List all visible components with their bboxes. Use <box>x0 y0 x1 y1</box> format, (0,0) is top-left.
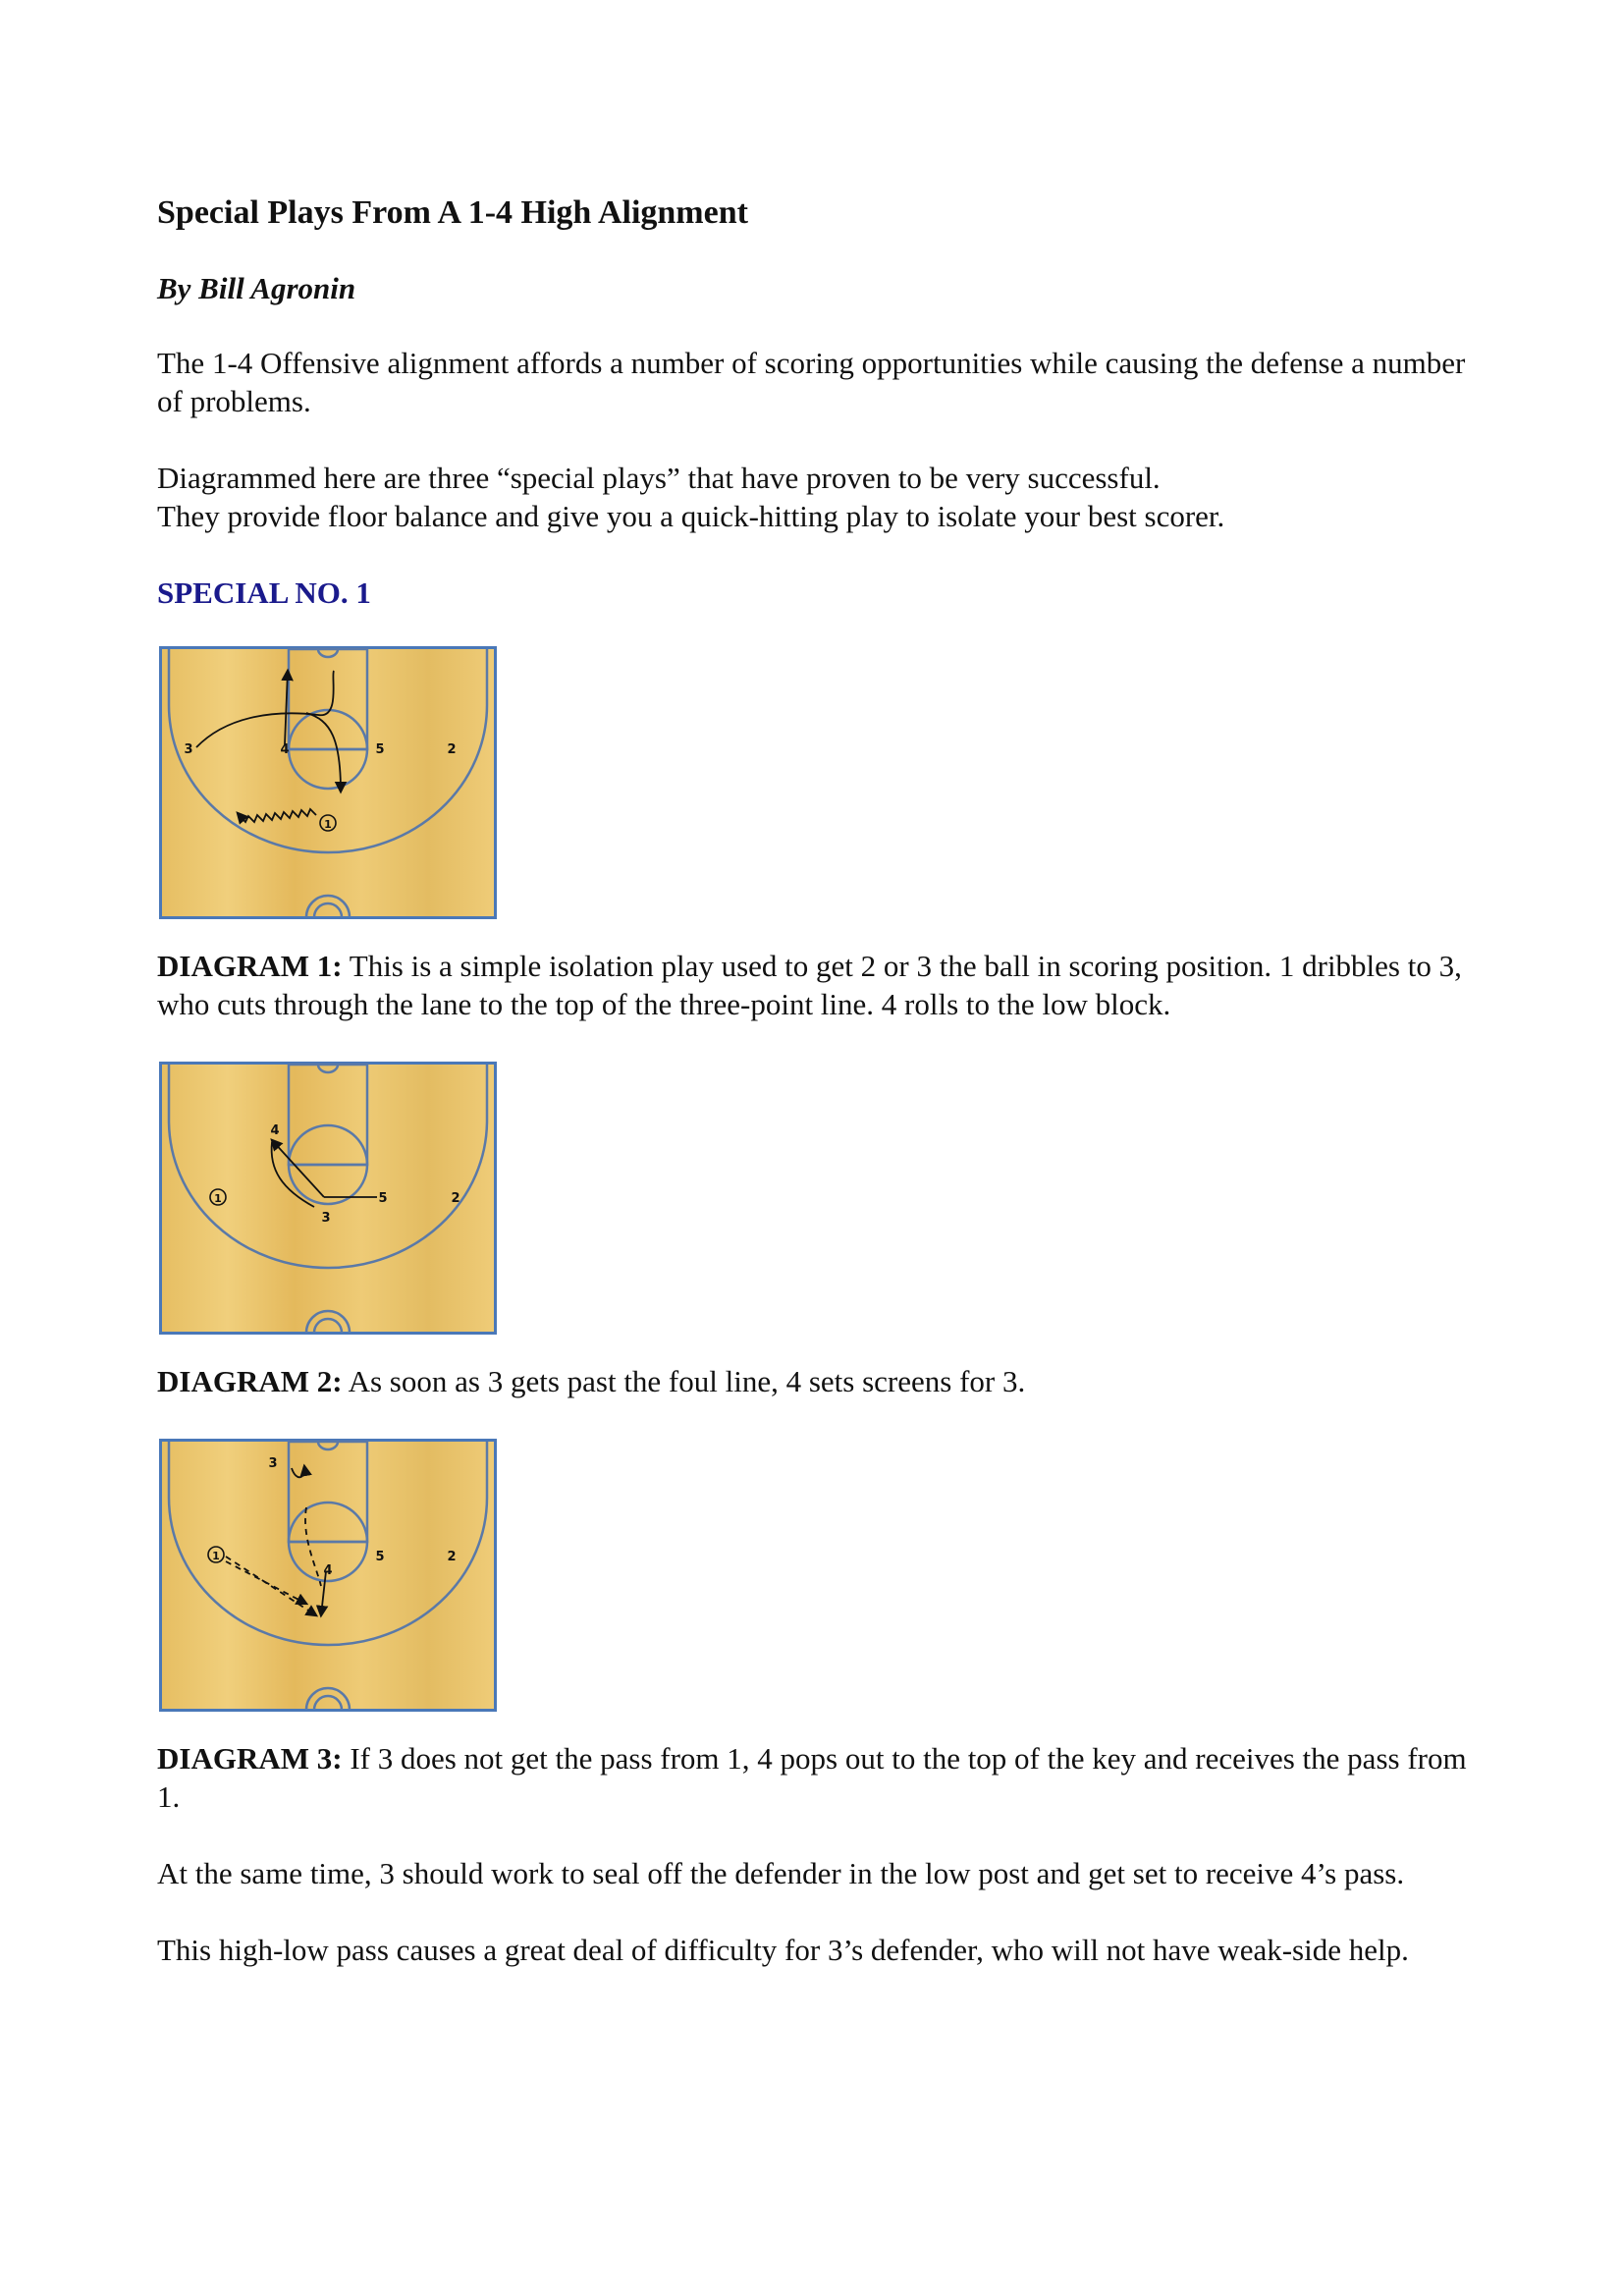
diagram-3-caption <box>157 1739 1473 1816</box>
player-5-label: 5 <box>378 1191 388 1206</box>
player-2-label: 2 <box>447 742 457 757</box>
player-4-label: 4 <box>270 1123 280 1138</box>
diagram-2-label: DIAGRAM 2: <box>157 1364 343 1398</box>
diagram-2-text: As soon as 3 gets past the foul line, 4 sets screens for 3. <box>342 1364 1026 1398</box>
court-diagram-1 <box>159 646 497 919</box>
player-3-label: 3 <box>184 742 193 757</box>
diagram-1-caption <box>157 947 1473 1023</box>
diagram-2-caption <box>157 1362 1473 1400</box>
diagram-3-label: DIAGRAM 3: <box>157 1741 343 1776</box>
diagram-3-text: If 3 does not get the pass from 1, 4 pops out to the top of the key and receives the pass from 1. <box>157 1741 1467 1814</box>
player-4-label: 4 <box>323 1563 333 1578</box>
paragraph-seal: At the same time, 3 should work to seal off the defender in the low post and get set to receive 4’s pass. <box>157 1856 1405 1890</box>
player-1-label: 1 <box>324 818 332 831</box>
page-title: Special Plays From A 1-4 High Alignment <box>157 194 748 231</box>
diagram-1-label: DIAGRAM 1: <box>157 949 343 983</box>
player-2-label: 2 <box>447 1550 457 1564</box>
court-diagram-2 <box>159 1062 497 1335</box>
player-3-label: 3 <box>268 1456 278 1471</box>
section-heading: SPECIAL NO. 1 <box>157 575 371 610</box>
player-2-label: 2 <box>451 1191 460 1206</box>
byline: By Bill Agronin <box>157 271 356 305</box>
player-4-label: 4 <box>280 742 290 757</box>
intro-paragraph-2 <box>157 459 1473 535</box>
intro-line-1: Diagrammed here are three “special plays” that have proven to be very successful. <box>157 461 1161 495</box>
player-3-label: 3 <box>321 1211 331 1226</box>
intro-paragraph: The 1-4 Offensive alignment affords a number of scoring opportunities while causing the defense a number of problems. <box>157 346 1466 418</box>
player-1-label: 1 <box>214 1192 222 1205</box>
player-5-label: 5 <box>375 742 385 757</box>
article <box>157 192 1473 2007</box>
player-5-label: 5 <box>375 1550 385 1564</box>
paragraph-high-low: This high-low pass causes a great deal of difficulty for 3’s defender, who will not have weak-side help. <box>157 1933 1409 1967</box>
intro-line-2: They provide floor balance and give you a quick-hitting play to isolate your best scorer. <box>157 499 1225 533</box>
diagram-1-text: This is a simple isolation play used to get 2 or 3 the ball in scoring position. 1 dribbles to 3, who cuts through the lane to the top of the three-point line. 4 rolls to the low block. <box>157 949 1462 1021</box>
player-1-label: 1 <box>212 1550 220 1562</box>
court-diagram-3 <box>159 1439 497 1712</box>
